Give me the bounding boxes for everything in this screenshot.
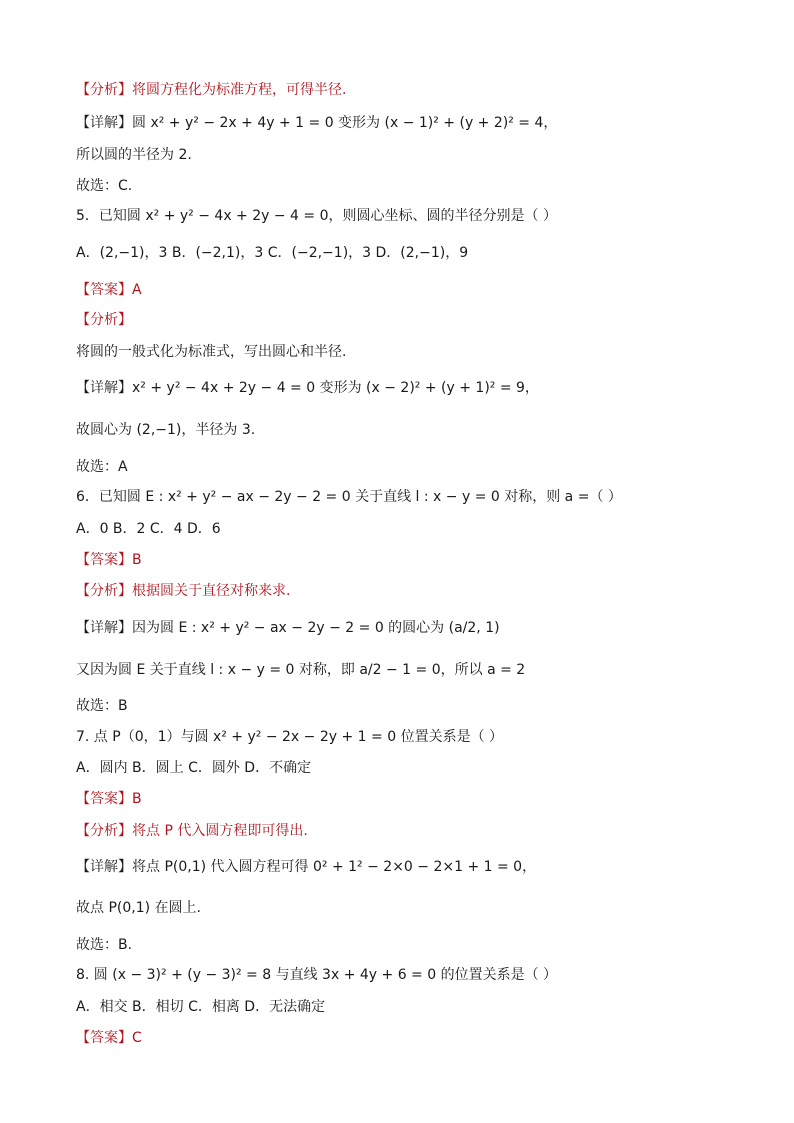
detail-line: 【详解】x² + y² − 4x + 2y − 4 = 0 变形为 (x − 2)² + (y + 1)² = 9， <box>76 380 539 396</box>
analysis-line: 【分析】将点 P 代入圆方程即可得出. <box>76 823 308 839</box>
text-line: 又因为圆 E 关于直线 l : x − y = 0 对称，即 a/2 − 1 = 0，所以 a = 2 <box>76 662 526 678</box>
detail-line: 【详解】将点 P(0,1) 代入圆方程可得 0² + 1² − 2×0 − 2×1 + 1 = 0， <box>76 859 537 875</box>
question-8-options: A．相交 B．相切 C．相离 D．无法确定 <box>76 999 326 1015</box>
choice-line: 故选：B. <box>76 937 133 953</box>
answer-line: 【答案】B <box>76 552 142 568</box>
question-6: 6．已知圆 E : x² + y² − ax − 2y − 2 = 0 关于直线 l : x − y = 0 对称，则 a =（ ） <box>76 489 622 505</box>
question-7: 7. 点 P（0，1）与圆 x² + y² − 2x − 2y + 1 = 0 位置关系是（ ） <box>76 729 504 745</box>
analysis-line: 【分析】将圆方程化为标准方程，可得半径. <box>76 82 347 98</box>
question-6-options: A．0 B．2 C．4 D．6 <box>76 521 221 537</box>
detail-line: 【详解】因为圆 E : x² + y² − ax − 2y − 2 = 0 的圆心为 (a/2, 1) <box>76 620 500 636</box>
answer-line: 【答案】A <box>76 282 142 298</box>
question-7-options: A．圆内 B．圆上 C．圆外 D．不确定 <box>76 760 312 776</box>
choice-line: 故选：C. <box>76 178 133 194</box>
question-8: 8. 圆 (x − 3)² + (y − 3)² = 8 与直线 3x + 4y + 6 = 0 的位置关系是（ ） <box>76 967 558 983</box>
text-line: 所以圆的半径为 2. <box>76 147 192 163</box>
question-5: 5．已知圆 x² + y² − 4x + 2y − 4 = 0，则圆心坐标、圆的半径分别是（ ） <box>76 208 557 224</box>
question-5-options: A．(2,−1)，3 B．(−2,1)，3 C．(−2,−1)，3 D．(2,−1)，9 <box>76 245 469 261</box>
answer-line: 【答案】C <box>76 1030 142 1046</box>
analysis-label: 【分析】 <box>76 312 132 328</box>
choice-line: 故选：A <box>76 459 128 475</box>
choice-line: 故选：B <box>76 698 128 714</box>
text-line: 故圆心为 (2,−1)，半径为 3. <box>76 422 256 438</box>
answer-line: 【答案】B <box>76 791 142 807</box>
analysis-text: 将圆的一般式化为标准式，写出圆心和半径. <box>76 344 347 360</box>
text-line: 故点 P(0,1) 在圆上. <box>76 900 201 916</box>
detail-line: 【详解】圆 x² + y² − 2x + 4y + 1 = 0 变形为 (x − 1)² + (y + 2)² = 4， <box>76 115 558 131</box>
analysis-line: 【分析】根据圆关于直径对称来求. <box>76 583 291 599</box>
